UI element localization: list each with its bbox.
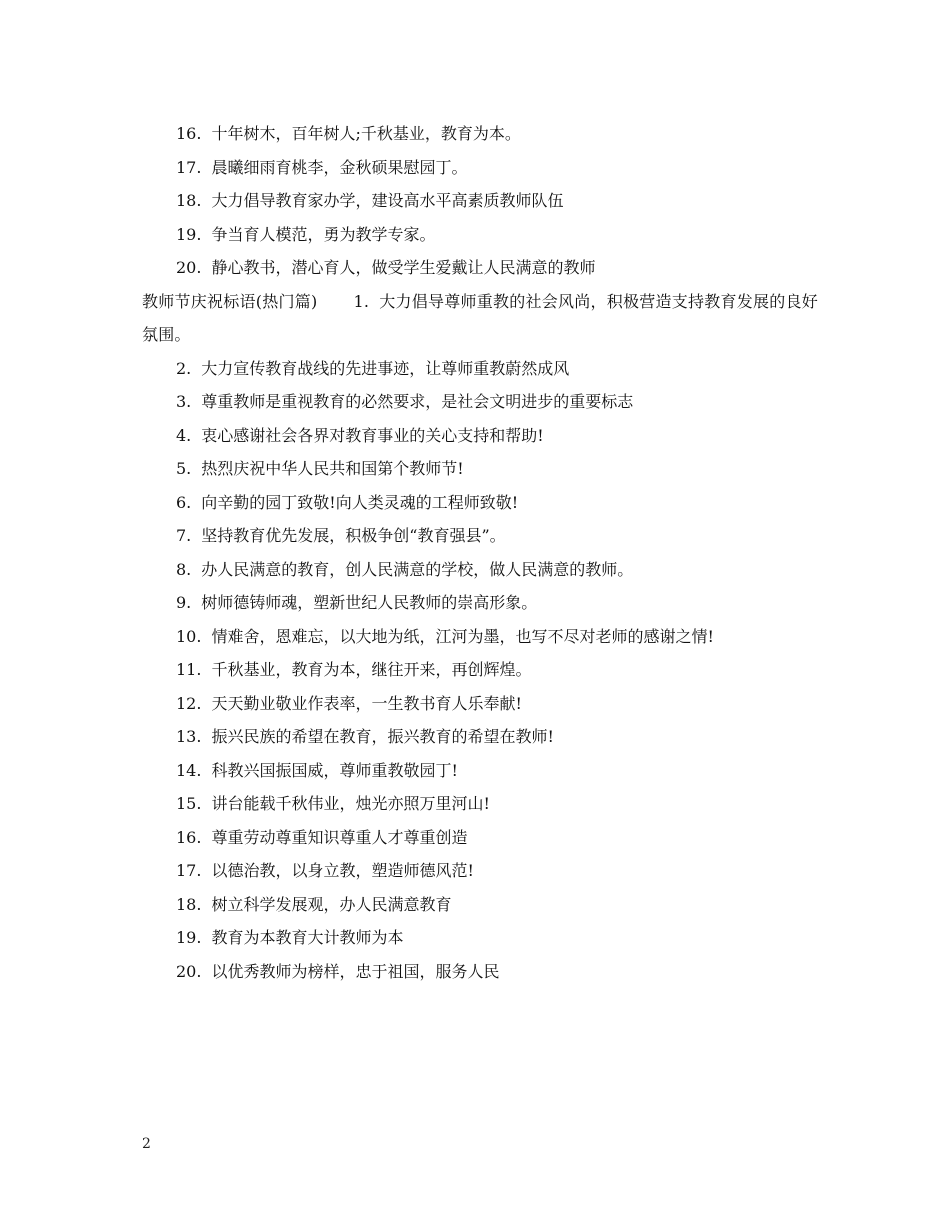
item-text: 争当育人模范，勇为教学专家。	[211, 224, 436, 244]
item-text: 大力倡导尊师重教的社会风尚，积极营造支持教育发展的良好氛围。	[142, 291, 819, 344]
item-number: 3.	[176, 392, 192, 411]
list-item	[142, 888, 818, 922]
list-item	[142, 620, 818, 654]
list-item	[142, 720, 818, 754]
item-text: 尊重教师是重视教育的必然要求，是社会文明进步的重要标志	[201, 392, 634, 411]
item-number: 16.	[176, 827, 202, 847]
item-number: 20.	[176, 961, 202, 981]
item-number: 18.	[176, 191, 202, 210]
item-text: 振兴民族的希望在教育，振兴教育的希望在教师!	[211, 727, 554, 746]
item-text: 办人民满意的教育，创人民满意的学校，做人民满意的教师。	[201, 559, 634, 579]
section-heading-paragraph	[142, 285, 818, 352]
page-number: 2	[142, 1136, 151, 1152]
list-item	[142, 151, 818, 185]
list-item	[142, 687, 818, 721]
item-number: 19.	[176, 224, 202, 244]
slogan-list	[142, 352, 818, 989]
item-text: 十年树木，百年树人;千秋基业，教育为本。	[211, 124, 521, 143]
item-number: 17.	[176, 157, 202, 177]
item-number: 8.	[176, 559, 192, 579]
list-item	[142, 419, 818, 453]
item-text: 以优秀教师为榜样，忠于祖国，服务人民	[211, 961, 500, 981]
item-text: 天天勤业敬业作表率，一生教书育人乐奉献!	[211, 693, 522, 713]
list-item	[142, 117, 818, 151]
item-number: 12.	[176, 693, 202, 713]
item-number: 19.	[176, 928, 202, 947]
item-number: 4.	[176, 425, 192, 445]
item-text: 教育为本教育大计教师为本	[211, 928, 404, 947]
list-item	[142, 586, 818, 620]
list-item	[142, 251, 818, 285]
list-item	[142, 452, 818, 486]
list-item	[142, 352, 818, 386]
item-number: 1.	[353, 291, 370, 311]
item-text: 科教兴国振国威，尊师重教敬园丁!	[211, 760, 458, 780]
item-text: 衷心感谢社会各界对教育事业的关心支持和帮助!	[201, 425, 544, 445]
item-number: 18.	[176, 894, 202, 914]
item-number: 13.	[176, 727, 202, 746]
item-text: 大力倡导教育家办学，建设高水平高素质教师队伍	[211, 191, 564, 210]
list-item	[142, 821, 818, 855]
item-text: 千秋基业，教育为本，继往开来，再创辉煌。	[211, 660, 532, 679]
list-item	[142, 553, 818, 587]
list-item	[142, 385, 818, 419]
item-text: 晨曦细雨育桃李，金秋硕果慰园丁。	[211, 157, 468, 177]
item-number: 17.	[176, 861, 202, 880]
item-text: 树立科学发展观，办人民满意教育	[211, 894, 452, 914]
item-number: 9.	[176, 593, 192, 612]
list-item	[142, 218, 818, 252]
list-item	[142, 754, 818, 788]
item-text: 大力宣传教育战线的先进事迹，让尊师重教蔚然成风	[201, 358, 570, 378]
item-text: 坚持教育优先发展，积极争创“教育强县”。	[201, 526, 506, 545]
list-item	[142, 955, 818, 989]
item-text: 静心教书，潜心育人，做受学生爱戴让人民满意的教师	[211, 258, 596, 277]
item-number: 7.	[176, 526, 192, 545]
item-text: 讲台能载千秋伟业，烛光亦照万里河山!	[211, 794, 490, 813]
item-number: 10.	[176, 626, 202, 646]
list-item	[142, 653, 818, 687]
list-item	[142, 921, 818, 955]
item-number: 11.	[176, 660, 202, 679]
item-number: 16.	[176, 124, 202, 143]
item-number: 15.	[176, 794, 202, 813]
slogan-list-continued	[142, 117, 818, 285]
item-number: 14.	[176, 760, 202, 780]
item-text: 树师德铸师魂，塑新世纪人民教师的崇高形象。	[201, 593, 538, 612]
item-text: 尊重劳动尊重知识尊重人才尊重创造	[211, 827, 468, 847]
list-item	[142, 854, 818, 888]
list-item	[142, 486, 818, 520]
item-text: 以德治教，以身立教，塑造师德风范!	[211, 861, 474, 880]
item-text: 情难舍，恩难忘，以大地为纸，江河为墨，也写不尽对老师的感谢之情!	[211, 626, 714, 646]
item-text: 向辛勤的园丁致敬!向人类灵魂的工程师致敬!	[201, 492, 519, 512]
list-item	[142, 519, 818, 553]
section-heading: 教师节庆祝标语(热门篇)	[142, 291, 318, 311]
item-number: 20.	[176, 258, 202, 277]
document-body	[142, 117, 818, 988]
item-number: 5.	[176, 459, 192, 478]
item-number: 2.	[176, 358, 192, 378]
list-item	[142, 184, 818, 218]
item-text: 热烈庆祝中华人民共和国第个教师节!	[201, 459, 464, 478]
list-item	[142, 787, 818, 821]
item-number: 6.	[176, 492, 192, 512]
